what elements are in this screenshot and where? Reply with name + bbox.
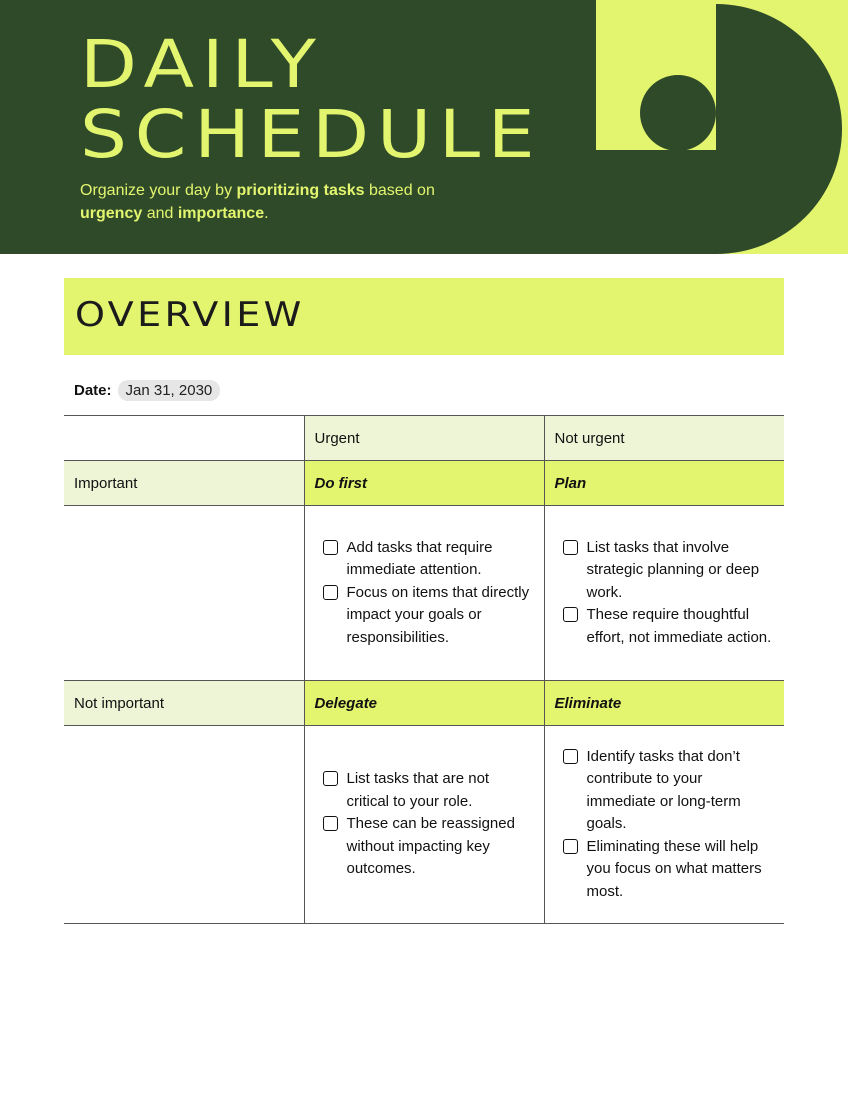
matrix-task-row [64, 506, 784, 681]
task-text: List tasks that involve strategic planning or deep work. [586, 538, 760, 601]
checkbox[interactable] [323, 540, 338, 555]
task-text: Focus on items that directly impact your goals or responsibilities. [346, 583, 530, 646]
matrix-quadrant-row [64, 461, 784, 506]
subtitle-emphasis: urgency [80, 205, 143, 222]
column-header-not-urgent: Not urgent [544, 416, 784, 461]
page-title [80, 26, 543, 173]
task-list-plan [544, 506, 784, 681]
subtitle-emphasis: prioritizing tasks [236, 182, 365, 199]
task-text: Identify tasks that don’t contribute to your immediate or long-term goals. [586, 747, 741, 833]
task-item [563, 537, 775, 605]
checkbox[interactable] [323, 816, 338, 831]
overview-banner [64, 278, 784, 355]
subtitle-text: Organize your day by [80, 182, 237, 199]
quadrant-plan: Plan [544, 461, 784, 506]
date-row [74, 380, 220, 401]
checkbox[interactable] [563, 540, 578, 555]
empty-cell [64, 506, 304, 681]
task-list-delegate [304, 726, 544, 924]
task-item [323, 537, 534, 582]
task-text: Add tasks that require immediate attention. [346, 538, 493, 579]
task-item [563, 836, 775, 904]
checkbox[interactable] [563, 607, 578, 622]
checkbox[interactable] [563, 749, 578, 764]
task-text: List tasks that are not critical to your role. [346, 770, 490, 810]
subtitle-text: and [142, 205, 178, 222]
title-line-1: DAILY [80, 26, 324, 103]
date-label: Date: [74, 382, 112, 399]
overview-title: OVERVIEW [75, 295, 305, 335]
checkbox[interactable] [563, 839, 578, 854]
quadrant-eliminate: Eliminate [544, 681, 784, 726]
checkbox[interactable] [323, 585, 338, 600]
header-banner [0, 0, 848, 254]
matrix-header-row [64, 416, 784, 461]
task-item [563, 746, 775, 836]
quadrant-delegate: Delegate [304, 681, 544, 726]
task-item [323, 813, 534, 881]
priority-matrix [64, 415, 784, 924]
task-text: These can be reassigned without impacting key outcomes. [346, 815, 515, 878]
empty-cell [64, 726, 304, 924]
title-line-2: SCHEDULE [80, 96, 543, 173]
row-label-important: Important [64, 461, 304, 506]
task-list-do-first [304, 506, 544, 681]
subtitle-emphasis: importance [177, 205, 265, 222]
task-item [563, 604, 775, 649]
task-text: Eliminating these will help you focus on what matters most. [586, 837, 762, 900]
row-label-not-important: Not important [64, 681, 304, 726]
task-item [323, 768, 534, 813]
subtitle-text: . [264, 205, 269, 222]
matrix-corner-cell [64, 416, 304, 461]
date-field[interactable]: Jan 31, 2030 [118, 380, 221, 401]
matrix-quadrant-row [64, 681, 784, 726]
task-list-eliminate [544, 726, 784, 924]
column-header-urgent: Urgent [304, 416, 544, 461]
checkbox[interactable] [323, 771, 338, 786]
subtitle-text: based on [364, 182, 435, 199]
matrix-task-row [64, 726, 784, 924]
quadrant-do-first: Do first [304, 461, 544, 506]
task-text: These require thoughtful effort, not immediate action. [586, 606, 772, 646]
page-subtitle [80, 179, 550, 225]
geometric-decoration [596, 0, 848, 254]
task-item [323, 582, 534, 650]
